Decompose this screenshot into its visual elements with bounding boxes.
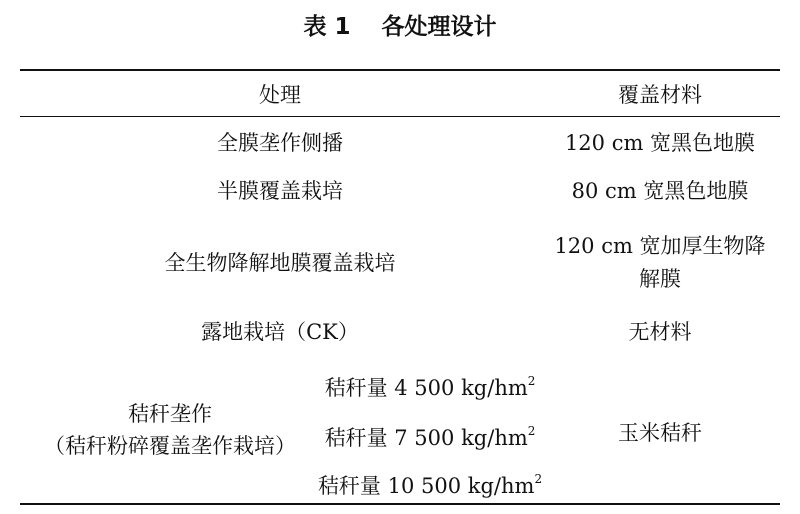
straw-group-material: 玉米秸秆 xyxy=(618,421,702,445)
row-3-material-line1: 120 cm 宽加厚生物降 xyxy=(554,234,766,258)
straw-amount-prefix: 秸秆量 xyxy=(324,376,388,400)
straw-amount-unit: kg/hm xyxy=(461,426,528,450)
straw-group-label-line1: 秸秆垄作 xyxy=(128,402,212,426)
table-header-rule xyxy=(20,116,780,117)
row-2-treatment: 半膜覆盖栽培 xyxy=(217,179,343,203)
row-1-material: 120 cm 宽黑色地膜 xyxy=(564,131,756,155)
row-1-treatment: 全膜垄作侧播 xyxy=(217,131,343,155)
table-top-rule xyxy=(20,69,780,71)
straw-amount-unit: kg/hm xyxy=(467,474,535,498)
straw-amount-prefix: 秸秆量 xyxy=(317,474,381,498)
straw-amount-value: 7 500 xyxy=(394,426,455,450)
table-caption: 表 1 各处理设计 xyxy=(303,14,497,40)
row-4-material: 无材料 xyxy=(628,320,692,344)
row-4-treatment: 露地栽培（CK） xyxy=(201,320,359,344)
straw-amount-prefix: 秸秆量 xyxy=(324,426,388,450)
row-3-material-line2: 解膜 xyxy=(639,267,681,291)
header-treatment: 处理 xyxy=(259,83,301,107)
row-3-treatment: 全生物降解地膜覆盖栽培 xyxy=(164,251,396,275)
straw-amount-value: 10 500 xyxy=(387,474,462,498)
straw-amount-unit: kg/hm xyxy=(461,376,528,400)
straw-amount-row xyxy=(300,418,560,453)
straw-group-label-line2: （秸秆粉碎覆盖垄作栽培） xyxy=(44,434,296,458)
straw-amount-unit-exponent: 2 xyxy=(527,374,536,388)
straw-amount-unit-exponent: 2 xyxy=(534,472,543,486)
straw-amount-row xyxy=(300,368,560,403)
straw-amount-row xyxy=(300,466,560,501)
straw-amount-value: 4 500 xyxy=(394,376,455,400)
straw-amount-unit-exponent: 2 xyxy=(527,424,536,438)
row-2-material: 80 cm 宽黑色地膜 xyxy=(571,179,749,203)
table-bottom-rule xyxy=(20,503,780,505)
header-material: 覆盖材料 xyxy=(618,83,702,107)
